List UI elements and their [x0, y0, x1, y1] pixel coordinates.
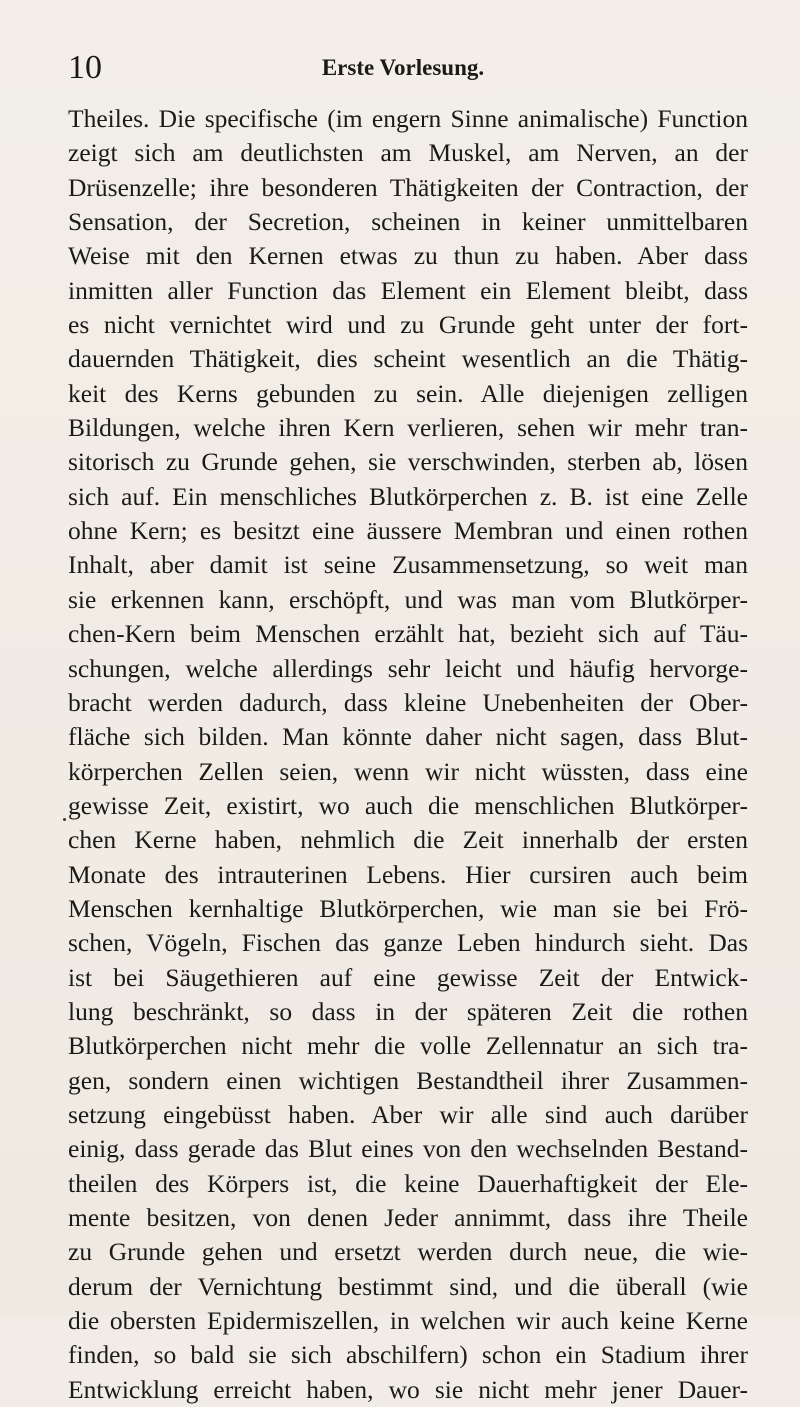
- text-line: Blutkörperchen nicht mehr die volle Zellennatur an sich tra-: [68, 1031, 748, 1061]
- text-line: ohne Kern; es besitzt eine äussere Membran und einen rothen: [68, 516, 748, 546]
- text-line: chen-Kern beim Menschen erzählt hat, bezieht sich auf Täu-: [68, 619, 748, 649]
- text-line: schen, Vögeln, Fischen das ganze Leben hindurch sieht. Das: [68, 928, 748, 958]
- text-line: Monate des intrauterinen Lebens. Hier cursiren auch beim: [68, 859, 748, 889]
- text-line: keit des Kerns gebunden zu sein. Alle diejenigen zelligen: [68, 378, 748, 408]
- text-line: sie erkennen kann, erschöpft, und was man vom Blutkörper-: [68, 584, 748, 614]
- text-line: einig, dass gerade das Blut eines von den wechselnden Bestand-: [68, 1134, 748, 1164]
- text-line: sich auf. Ein menschliches Blutkörperchen z. B. ist eine Zelle: [68, 481, 748, 511]
- text-line: es nicht vernichtet wird und zu Grunde geht unter der fort-: [68, 310, 748, 340]
- text-line: ist bei Säugethieren auf eine gewisse Zeit der Entwick-: [68, 962, 748, 992]
- text-line: zeigt sich am deutlichsten am Muskel, am Nerven, an der: [68, 138, 748, 168]
- body-text: [68, 102, 748, 1407]
- text-line: bracht werden dadurch, dass kleine Unebenheiten der Ober-: [68, 687, 748, 717]
- text-line: mente besitzen, von denen Jeder annimmt, dass ihre Theile: [68, 1203, 748, 1232]
- text-line: theilen des Körpers ist, die keine Dauerhaftigkeit der Ele-: [68, 1168, 748, 1198]
- text-line: setzung eingebüsst haben. Aber wir alle sind auch darüber: [68, 1099, 748, 1129]
- page-header: [68, 48, 738, 88]
- text-line: derum der Vernichtung bestimmt sind, und die überall (wie: [68, 1271, 748, 1301]
- text-line: körperchen Zellen seien, wenn wir nicht wüssten, dass eine: [68, 756, 748, 786]
- text-line: Sensation, der Secretion, scheinen in keiner unmittelbaren: [68, 207, 748, 237]
- text-line: dauernden Thätigkeit, dies scheint wesentlich an die Thätig-: [68, 344, 748, 374]
- text-line: Entwicklung erreicht haben, wo sie nicht mehr jener Dauer-: [68, 1374, 748, 1404]
- margin-speck: [63, 818, 66, 821]
- text-line: zu Grunde gehen und ersetzt werden durch neue, die wie-: [68, 1237, 748, 1267]
- text-line: lung beschränkt, so dass in der späteren Zeit die rothen: [68, 996, 748, 1026]
- text-line: gen, sondern einen wichtigen Bestandtheil ihrer Zusammen-: [68, 1065, 748, 1095]
- text-line: Drüsenzelle; ihre besonderen Thätigkeiten der Contraction, der: [68, 172, 748, 202]
- text-line: Bildungen, welche ihren Kern verlieren, sehen wir mehr tran-: [68, 413, 748, 443]
- text-line: Menschen kernhaltige Blutkörperchen, wie man sie bei Frö-: [68, 893, 748, 923]
- page-number: 10: [68, 49, 102, 86]
- text-line: inmitten aller Function das Element ein Element bleibt, dass: [68, 275, 748, 305]
- text-line: Theiles. Die specifische (im engern Sinne animalische) Function: [68, 104, 748, 133]
- text-line: Weise mit den Kernen etwas zu thun zu haben. Aber dass: [68, 241, 748, 271]
- text-line: Inhalt, aber damit ist seine Zusammensetzung, so weit man: [68, 550, 748, 580]
- text-line: schungen, welche allerdings sehr leicht und häufig hervorge-: [68, 653, 748, 683]
- text-line: chen Kerne haben, nehmlich die Zeit innerhalb der ersten: [68, 825, 748, 855]
- text-line: die obersten Epidermiszellen, in welchen wir auch keine Kerne: [68, 1306, 748, 1336]
- text-line: gewisse Zeit, existirt, wo auch die menschlichen Blutkörper-: [68, 790, 748, 820]
- text-line: sitorisch zu Grunde gehen, sie verschwinden, sterben ab, lösen: [68, 447, 748, 477]
- running-title: Erste Vorlesung.: [321, 55, 485, 80]
- text-line: fläche sich bilden. Man könnte daher nicht sagen, dass Blut-: [68, 722, 748, 752]
- text-line: finden, so bald sie sich abschilfern) schon ein Stadium ihrer: [68, 1340, 748, 1370]
